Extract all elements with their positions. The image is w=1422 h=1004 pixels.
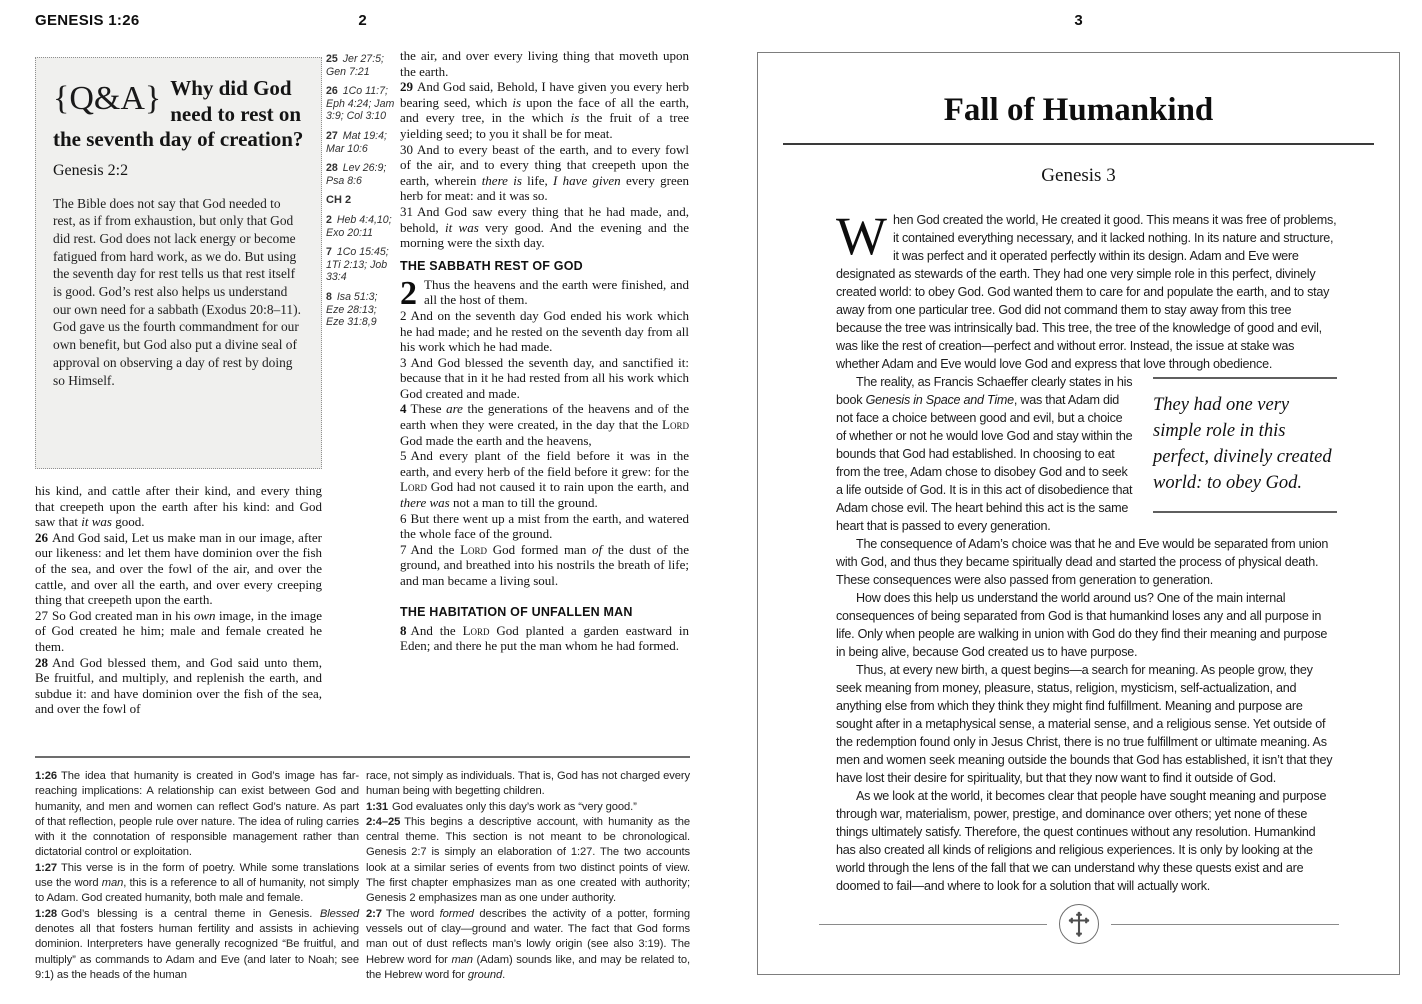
cross-ornament <box>758 904 1399 944</box>
article-title: Fall of Humankind <box>943 92 1214 128</box>
verse-text: And God saw every thing that he had made, and, behold, it was very good. And the evening and the morning were the sixth day. <box>400 203 689 251</box>
verse-text: And the Lord God formed man of the dust of the ground, and breathed into his nostrils the breath of life; and man became a living soul. <box>400 541 689 588</box>
xref-citations: 1Co 11:7; Eph 4:24; Jam 3:9; Col 3:10 <box>326 85 395 123</box>
footnote-divider <box>35 756 690 758</box>
footnote-text: The word formed describes the activity of a potter, forming vessels out of clay—ground and water. The fact that God forms man out of dust reflects man’s lowly origin (see also 3:19). The Hebrew word for man (Adam) sounds like, and may be related to, the Hebrew word for ground. <box>366 907 691 981</box>
verse-number: 6 <box>400 510 407 526</box>
footnote-text: God evaluates only this day’s work as “very good.” <box>392 800 637 813</box>
footnote-ref: 1:28 <box>35 907 57 920</box>
verse-text: But there went up a mist from the earth, and watered the whole face of the ground. <box>400 510 689 542</box>
verse-number: 26 <box>35 529 48 545</box>
verse-paragraph <box>35 655 322 717</box>
verse-number: 28 <box>35 654 48 670</box>
verse-paragraph <box>400 355 689 402</box>
cross-reference-column <box>326 53 397 336</box>
paragraph-text: hen God created the world, He created it good. This means it was free of problems, it contained everything necessary, and it lacked nothing. In its nature and structure, it was perfect and it operated perfectly within its design. Adam and Eve were designated as stewards of the earth. They had one very simple role in this perfect, divinely created world: to obey God. God wanted them to care for and populate the earth, and to stay away from one particular tree. God did not command them to stay away from this tree because the tree was intrinsically bad. This tree, the tree of the knowledge of good and evil, was like the rest of creation—perfect and without error. Instead, the issue at stake was whether Adam and Eve would love God and express that love through obedience. <box>836 213 1337 371</box>
verse-paragraph <box>35 483 322 530</box>
footnote-text: The idea that humanity is created in God’s image has far-reaching implications: A relationship can exist between God and humanity, and men and women can reflect God’s nature. As part of that reflection, people rule over nature. The idea of ruling carries with it the connotation of responsible management rather than dictatorial control or exploitation. <box>35 770 359 859</box>
qa-answer: The Bible does not say that God needed to rest, as if from exhaustion, but only that God did rest. God does not lack energy or become fatigued from hard work, as we do. But using the seventh day for rest tells us that rest itself is good. God’s rest also helps us understand our own need for a sabbath (Exodus 20:8–11). God gave us the fourth commandment for our own benefit, but God also put a divine seal of approval on observing a day of rest by doing so Himself. <box>53 195 301 388</box>
budded-cross-icon <box>1059 904 1099 944</box>
verse-number: 29 <box>400 79 413 95</box>
qa-box <box>35 57 322 469</box>
chapter-opening-verse <box>400 274 689 312</box>
cross-reference <box>326 162 397 187</box>
footnotes-left-column <box>35 769 359 983</box>
qa-question: Why did God need to rest on the seventh day of creation? <box>53 76 304 151</box>
right-text-column <box>400 48 689 654</box>
verse-text: And to every beast of the earth, and to every fowl of the air, and to every thing that creepeth upon the earth, wherein there is life, I have given every green herb for meat: and it was so. <box>400 141 689 204</box>
footnote-ref: 2:7 <box>366 907 382 920</box>
xref-verse-number: 2 <box>326 213 332 226</box>
qa-reference: Genesis 2:2 <box>53 161 129 179</box>
article-subtitle: Genesis 3 <box>1041 165 1116 186</box>
verse-paragraph <box>400 79 689 141</box>
verse-number: 4 <box>400 401 407 417</box>
footnote <box>366 907 690 983</box>
cross-reference <box>326 291 397 329</box>
verse-number: 5 <box>400 448 407 464</box>
verse-number: 30 <box>400 141 413 157</box>
footnote <box>366 769 690 800</box>
verse-paragraph <box>400 204 689 251</box>
cross-reference <box>326 85 397 123</box>
verse-number: 31 <box>400 203 413 219</box>
verse-text: These are the generations of the heavens and of the earth when they were created, in the day that the Lord God made the earth and the heavens, <box>400 401 689 448</box>
verse-text: And the Lord God planted a garden eastward in Eden; and there he put the man whom he had formed. <box>400 622 689 654</box>
xref-chapter-label: CH 2 <box>326 194 352 207</box>
verse-paragraph <box>400 142 689 204</box>
footnote-text: race, not simply as individuals. That is, God has not charged every human being with begetting children. <box>366 770 690 798</box>
verse-paragraph <box>35 608 322 655</box>
article-paragraph: How does this help us understand the world around us? One of the main internal consequences of being separated from God is that humankind loses any and all purpose in life. Only when people are walking in union with God do they find their meaning and purpose in being alive, because God created us to have purpose. <box>836 591 1328 659</box>
verse-paragraph <box>400 542 689 589</box>
article-body <box>836 206 1337 895</box>
cross-reference <box>326 246 397 284</box>
verse-text: And God said, Behold, I have given you every herb bearing seed, which is upon the face of all the earth, and every tree, in the which is the fruit of a tree yielding seed; to you it shall be for meat. <box>400 79 690 141</box>
verse-number: 27 <box>35 607 48 623</box>
xref-citations: Lev 26:9; Psa 8:6 <box>326 162 387 187</box>
verse-paragraph <box>400 511 689 542</box>
footnote <box>35 769 359 861</box>
verse-paragraph <box>400 48 689 79</box>
article-paragraph: As we look at the world, it becomes clear that people have sought meaning and purpose through war, materialism, power, prestige, and dominance over others; yet none of these things ultimately satisfy. Therefore, the quest continues without any resolution. Humankind has also created all kinds of religions and religious experiences. It is only by looking at the world through the lens of the fall that we can understand why these quests exist and are doomed to fail—and where to look for a solution that will actually work. <box>836 789 1327 893</box>
xref-citations: 1Co 15:45; 1Ti 2:13; Job 33:4 <box>326 246 389 284</box>
section-heading: THE HABITATION OF UNFALLEN MAN <box>400 604 633 619</box>
footnote <box>35 907 359 983</box>
qa-logo: {Q&A} <box>53 80 162 117</box>
footnote <box>35 861 359 907</box>
right-page-number: 3 <box>1074 12 1083 29</box>
pull-quote: They had one very simple role in this perfect, divinely created world: to obey God. <box>1153 377 1337 513</box>
footnotes-right-column <box>366 769 690 983</box>
xref-citations: Heb 4:4,10; Exo 20:11 <box>326 213 392 239</box>
verse-paragraph <box>400 308 689 355</box>
xref-citations: Isa 51:3; Eze 28:13; Eze 31:8,9 <box>326 290 378 329</box>
verse-number: 2 <box>400 307 407 323</box>
cross-reference <box>326 130 397 155</box>
verse-text: And God blessed them, and God said unto them, Be fruitful, and multiply, and replenish the earth, and subdue it: and have dominion over the fish of the sea, and over the fowl of <box>35 654 322 717</box>
verse-text: And God said, Let us make man in our image, after our likeness: and let them have dominion over the fish of the sea, and over the fowl of the air, and over the cattle, and over all the earth, and over every creeping thing that creepeth upon the earth. <box>35 529 322 608</box>
xref-citations: Mat 19:4; Mar 10:6 <box>326 129 387 155</box>
article-paragraph <box>836 206 1337 373</box>
running-head: GENESIS 1:26 <box>35 12 140 29</box>
cross-reference <box>326 53 397 78</box>
footnote-text: This begins a descriptive account, with humanity as the central theme. This section is not meant to be chronological. Genesis 2:7 is simply an elaboration of 1:27. The two accounts look at a similar series of events from two distinct points of view. The first chapter emphasizes man as one created with authority; Genesis 2 emphasizes man as one under authority. <box>366 815 690 905</box>
verse-text: And on the seventh day God ended his work which he had made; and he rested on the seventh day from all his work which he had made. <box>400 307 689 355</box>
verse-paragraph <box>400 623 689 654</box>
xref-verse-number: 7 <box>326 246 332 259</box>
xref-verse-number: 25 <box>326 53 338 65</box>
verse-number: 8 <box>400 622 407 638</box>
verse-paragraph <box>35 530 322 608</box>
article-paragraph: The reality, as Francis Schaeffer clearly states in his book Genesis in Space and Time, was that Adam did not face a choice between good and evil, but a choice of whether or not he would love God and stay within the bounds that God had established. In choosing to eat from the tree, Adam chose to disobey God and to seek a life outside of God. It is in this act of disobedience that Adam chose evil. The heart behind this act is the same heart that is passed to every generation. <box>836 375 1133 533</box>
verse-number: 3 <box>400 354 407 370</box>
xref-verse-number: 8 <box>326 290 332 303</box>
ornament-line-right <box>1111 924 1339 925</box>
ornament-line-left <box>819 924 1047 925</box>
verse-number: 7 <box>400 541 407 557</box>
verse-text: So God created man in his own image, in the image of God created he him; male and female created he them. <box>35 607 322 654</box>
verse-paragraph <box>400 401 689 448</box>
xref-verse-number: 26 <box>326 85 338 98</box>
footnote-ref: 2:4–25 <box>366 815 401 828</box>
article-frame <box>757 52 1400 975</box>
footnote-ref: 1:26 <box>35 770 57 782</box>
title-rule <box>783 143 1374 145</box>
verse-text: And God blessed the seventh day, and sanctified it: because that in it he had rested from all his work which God created and made. <box>400 354 689 401</box>
cross-reference <box>326 214 397 239</box>
left-page-number: 2 <box>358 12 367 29</box>
verse-paragraph <box>400 448 689 510</box>
verse-text: Thus the heavens and the earth were finished, and all the host of them. <box>424 276 689 308</box>
verse-text: his kind, and cattle after their kind, and every thing that creepeth upon the earth after his kind: and God saw that it was good. <box>35 483 322 530</box>
footnote <box>366 800 690 815</box>
xref-verse-number: 27 <box>326 129 338 142</box>
xref-verse-number: 28 <box>326 162 338 175</box>
verse-text: the air, and over every living thing that moveth upon the earth. <box>400 48 689 79</box>
dropcap-letter: W <box>836 206 887 266</box>
footnote <box>366 815 690 907</box>
article-paragraph: Thus, at every new birth, a quest begins—a search for meaning. As people grow, they seek meaning from money, pleasure, status, religion, mysticism, self-actualization, and anything else from which they think they might find fulfillment. Meaning and purpose are sought after in a metaphysical sense, a material sense, and a religious sense. Yet outside of the redemption found only in Jesus Christ, there is no true fulfillment or ultimate meaning. As men and women seek meaning outside the bounds that God has established, it isn’t that they have lost their desire for spirituality, but that they now want to find it outside of God. <box>836 663 1333 785</box>
verse-text: And every plant of the field before it was in the earth, and every herb of the field before it grew: for the Lord God had not caused it to rain upon the earth, and there was not a man to till the ground. <box>400 448 689 511</box>
footnote-ref: 1:31 <box>366 800 388 813</box>
xref-citations: Jer 27:5; Gen 7:21 <box>326 53 384 78</box>
chapter-number-dropcap: 2 <box>400 274 417 312</box>
left-text-column <box>35 57 322 717</box>
footnote-ref: 1:27 <box>35 861 57 874</box>
section-heading: THE SABBATH REST OF GOD <box>400 258 583 273</box>
footnote-text: This verse is in the form of poetry. While some translations use the word man, this is a reference to all of humanity, not simply to Adam. God created humanity, both male and female. <box>35 861 359 905</box>
footnote-text: God’s blessing is a central theme in Genesis. Blessed denotes all that fosters human fertility and assists in achieving dominion. Interpreters have generally recognized “Be fruitful, and multiply” as commands to Adam and Eve (and later to Noah; see 9:1) as the heads of the human <box>35 907 359 981</box>
article-paragraph: The consequence of Adam’s choice was that he and Eve would be separated from union with God, and thus they became spiritually dead and started the process of physical death. These consequences were also passed from generation to generation. <box>836 537 1329 587</box>
